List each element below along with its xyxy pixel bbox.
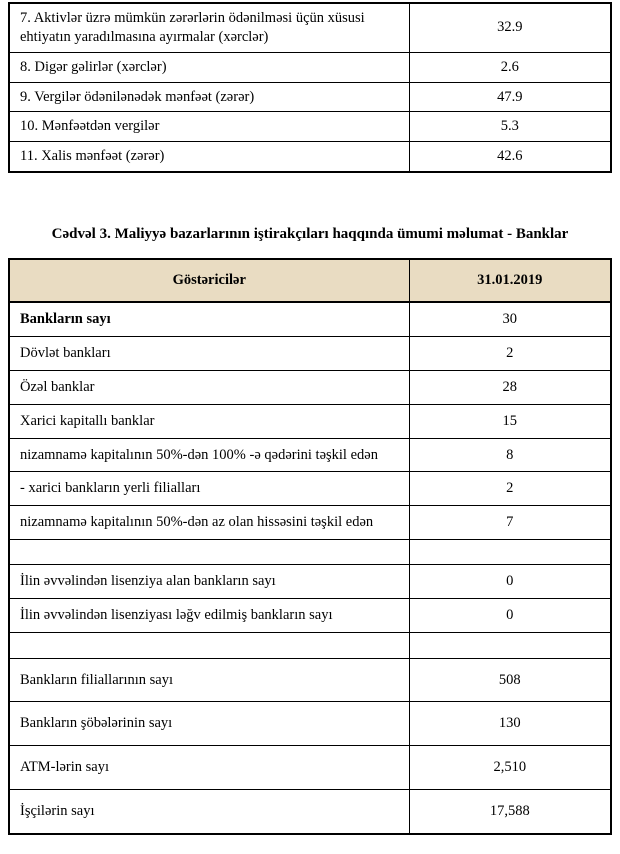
row-label: İlin əvvəlindən lisenziya alan bankların sayı (9, 565, 409, 599)
row-value (409, 633, 611, 658)
row-value: 5.3 (409, 112, 611, 142)
table-row (9, 565, 611, 599)
row-label: 9. Vergilər ödənilənədək mənfəət (zərər) (9, 82, 409, 112)
row-value: 7 (409, 506, 611, 540)
table-row (9, 112, 611, 142)
row-value: 30 (409, 302, 611, 336)
table-row (9, 370, 611, 404)
table-row (9, 438, 611, 472)
header-date: 31.01.2019 (409, 259, 611, 302)
table-row (9, 3, 611, 52)
row-label: İşçilərin sayı (9, 790, 409, 834)
row-value: 2.6 (409, 52, 611, 82)
row-label: Bankların sayı (9, 302, 409, 336)
row-value: 28 (409, 370, 611, 404)
row-label (9, 540, 409, 565)
row-value: 0 (409, 599, 611, 633)
row-label: - xarici bankların yerli filialları (9, 472, 409, 506)
table-row (9, 82, 611, 112)
table-row (9, 702, 611, 746)
row-label: Xarici kapitallı banklar (9, 404, 409, 438)
row-label: 11. Xalis mənfəət (zərər) (9, 142, 409, 172)
row-label (9, 633, 409, 658)
spacer-row (9, 540, 611, 565)
row-label: Bankların filiallarının sayı (9, 658, 409, 702)
row-label: İlin əvvəlindən lisenziyası ləğv edilmiş bankların sayı (9, 599, 409, 633)
banks-overview-table (8, 258, 612, 835)
row-label: 10. Mənfəətdən vergilər (9, 112, 409, 142)
row-value: 42.6 (409, 142, 611, 172)
row-value: 0 (409, 565, 611, 599)
table-row (9, 404, 611, 438)
row-value: 47.9 (409, 82, 611, 112)
table-row (9, 658, 611, 702)
row-value: 130 (409, 702, 611, 746)
row-label: 8. Digər gəlirlər (xərclər) (9, 52, 409, 82)
table-row (9, 142, 611, 172)
row-label: Dövlət bankları (9, 337, 409, 371)
table-row (9, 746, 611, 790)
row-label: Bankların şöbələrinin sayı (9, 702, 409, 746)
table-row (9, 506, 611, 540)
row-label: Özəl banklar (9, 370, 409, 404)
spacer-row (9, 633, 611, 658)
row-value (409, 540, 611, 565)
row-value: 17,588 (409, 790, 611, 834)
income-statement-table (8, 2, 612, 173)
row-value: 2,510 (409, 746, 611, 790)
table-row (9, 790, 611, 834)
row-label: nizamnamə kapitalının 50%-dən 100% -ə qədərini təşkil edən (9, 438, 409, 472)
row-value: 8 (409, 438, 611, 472)
header-indicators: Göstəricilər (9, 259, 409, 302)
row-label: 7. Aktivlər üzrə mümkün zərərlərin ödənilməsi üçün xüsusi ehtiyatın yaradılmasına ayırmalar (xərclər) (9, 3, 409, 52)
table-header-row (9, 259, 611, 302)
row-value: 2 (409, 472, 611, 506)
row-value: 32.9 (409, 3, 611, 52)
table-row (9, 52, 611, 82)
row-value: 2 (409, 337, 611, 371)
table-row (9, 302, 611, 336)
table-row (9, 599, 611, 633)
row-value: 508 (409, 658, 611, 702)
table-row (9, 337, 611, 371)
row-label: nizamnamə kapitalının 50%-dən az olan hissəsini təşkil edən (9, 506, 409, 540)
table-row (9, 472, 611, 506)
table3-caption: Cədvəl 3. Maliyyə bazarlarının iştirakçıları haqqında ümumi məlumat - Banklar (51, 226, 569, 243)
row-label: ATM-lərin sayı (9, 746, 409, 790)
row-value: 15 (409, 404, 611, 438)
